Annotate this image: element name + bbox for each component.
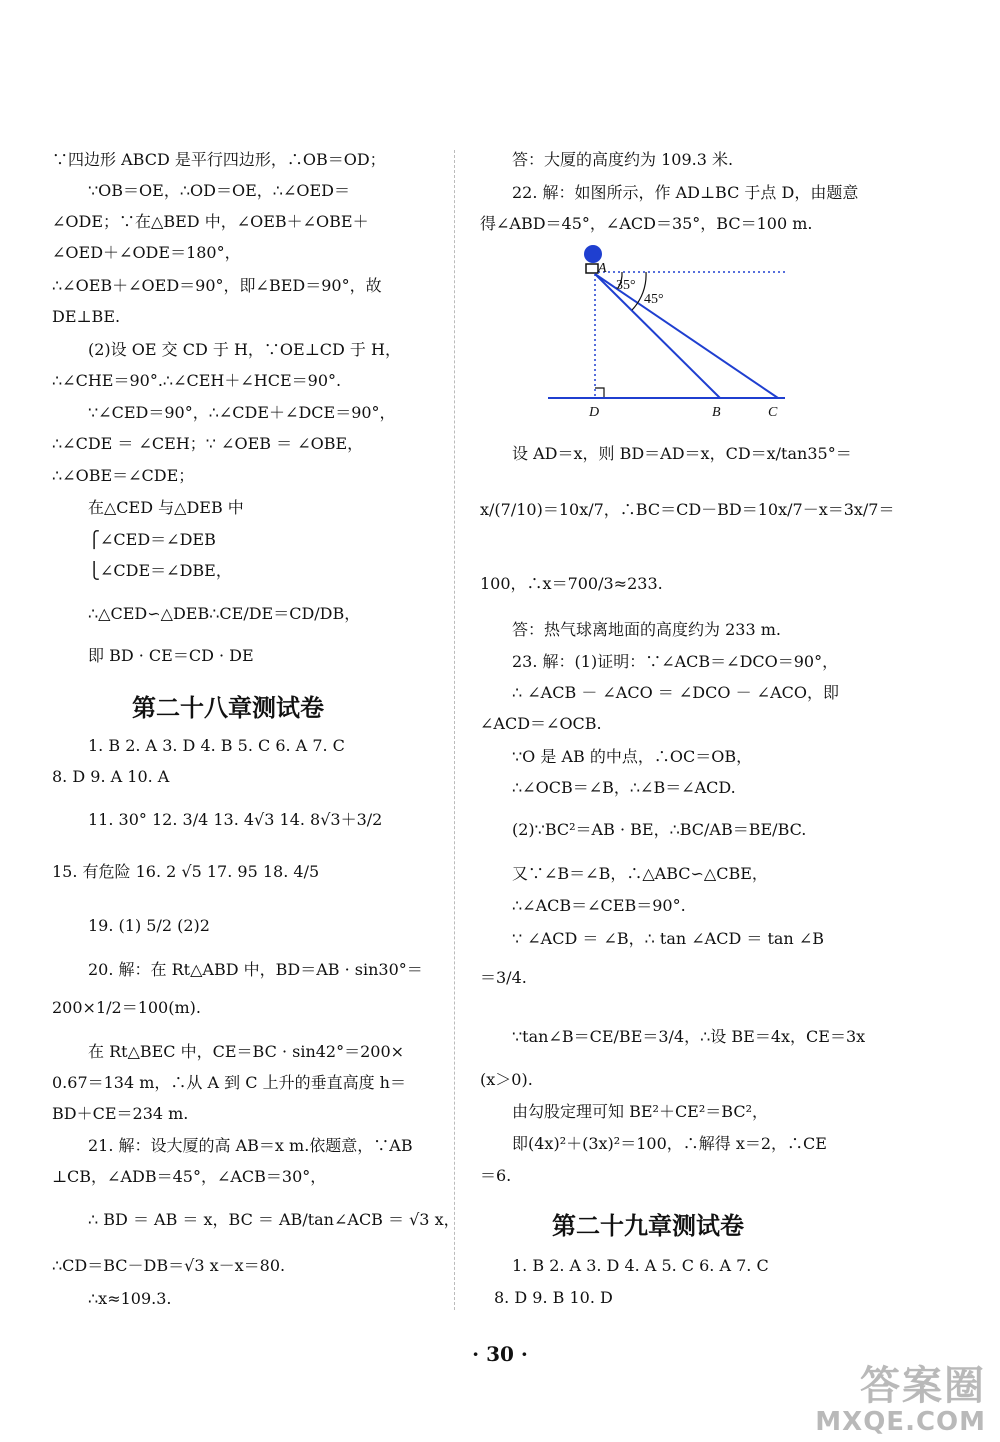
- text-line: ∠OED＋∠ODE＝180°，: [52, 243, 241, 262]
- text-line: 100，∴x＝700/3≈233.: [480, 574, 663, 593]
- answer-line: 8. D 9. A 10. A: [52, 767, 170, 786]
- watermark-logo-text: 答案圈: [860, 1363, 986, 1409]
- text-line: (2)∵BC²＝AB · BE，∴BC/AB＝BE/BC.: [512, 820, 807, 839]
- text-line: 得∠ABD＝45°，∠ACD＝35°，BC＝100 m.: [480, 214, 813, 233]
- text-line: 即 BD · CE＝CD · DE: [88, 646, 254, 665]
- text-line: 23. 解：(1)证明：∵∠ACB＝∠DCO＝90°，: [512, 652, 839, 671]
- text-line: 由勾股定理可知 BE²＋CE²＝BC²，: [512, 1102, 768, 1121]
- text-line: ∴∠CHE＝90°.∴∠CEH＋∠HCE＝90°.: [52, 371, 342, 390]
- answer-line: 15. 有危险 16. 2 √5 17. 95 18. 4/5: [52, 862, 320, 881]
- text-line: ∵tan∠B＝CE/BE＝3/4，∴设 BE＝4x，CE＝3x: [512, 1027, 866, 1046]
- text-line: 即(4x)²＋(3x)²＝100，∴解得 x＝2，∴CE: [512, 1134, 827, 1153]
- answer-line: ∴x≈109.3.: [88, 1289, 172, 1308]
- answer-line: 21. 解：设大厦的高 AB＝x m.依题意，∵AB: [88, 1136, 413, 1155]
- answer-line: ∴ BD ＝ AB ＝ x，BC ＝ AB/tan∠ACB ＝ √3 x，: [88, 1210, 460, 1229]
- answer-line: 8. D 9. B 10. D: [494, 1288, 613, 1307]
- text-line: ∴∠CDE ＝ ∠CEH；∵ ∠OEB ＝ ∠OBE，: [52, 434, 364, 453]
- text-line: ∵OB＝OE，∴OD＝OE，∴∠OED＝: [88, 181, 350, 200]
- label-C: C: [768, 405, 778, 418]
- text-line: ⎧∠CED＝∠DEB: [88, 530, 216, 549]
- chapter-28-title: 第二十八章测试卷: [132, 694, 324, 722]
- text-line: ∴△CED∽△DEB∴CE/DE＝CD/DB，: [88, 604, 361, 623]
- text-line: ∴∠OCB＝∠B，∴∠B＝∠ACD.: [512, 778, 736, 797]
- answer-line: 0.67＝134 m，∴从 A 到 C 上升的垂直高度 h＝: [52, 1073, 406, 1092]
- answer-line: BD＋CE＝234 m.: [52, 1104, 189, 1123]
- answer-line: 20. 解：在 Rt△ABD 中，BD＝AB · sin30°＝: [88, 960, 423, 979]
- answer-line: ⊥CB，∠ADB＝45°，∠ACB＝30°，: [52, 1167, 327, 1186]
- right-angle-mark: [595, 388, 604, 398]
- answer-line: 19. (1) 5/2 (2)2: [88, 916, 210, 935]
- text-line: ∵ ∠ACD ＝ ∠B，∴ tan ∠ACD ＝ tan ∠B: [512, 929, 824, 948]
- page-number: · 30 ·: [472, 1342, 528, 1366]
- chapter-29-title: 第二十九章测试卷: [552, 1212, 744, 1240]
- text-line: 22. 解：如图所示，作 AD⊥BC 于点 D，由题意: [512, 183, 859, 202]
- answer-line: 200×1/2＝100(m).: [52, 998, 201, 1017]
- text-line: ＝6.: [480, 1166, 512, 1185]
- text-line: ∴∠OBE＝∠CDE；: [52, 466, 195, 485]
- text-line: 答：热气球离地面的高度约为 233 m.: [512, 620, 781, 639]
- answer-line: 在 Rt△BEC 中，CE＝BC · sin42°＝200×: [88, 1042, 405, 1061]
- balloon-basket: [586, 264, 598, 273]
- text-line: ∠ODE；∵在△BED 中，∠OEB＋∠OBE＋: [52, 212, 369, 231]
- text-line: (2)设 OE 交 CD 于 H，∵OE⊥CD 于 H，: [88, 340, 401, 359]
- column-divider: [454, 150, 455, 1310]
- label-angle-45: 45°: [644, 292, 664, 307]
- watermark-url: MXQE.COM: [815, 1407, 986, 1437]
- text-line: ∴∠OEB＋∠OED＝90°，即∠BED＝90°，故: [52, 276, 382, 295]
- label-angle-35: 35°: [616, 278, 636, 293]
- text-line: ＝3/4.: [480, 968, 527, 987]
- text-line: 又∵∠B＝∠B，∴△ABC∽△CBE，: [512, 864, 768, 883]
- text-line: 设 AD＝x，则 BD＝AD＝x，CD＝x/tan35°＝: [512, 444, 852, 463]
- text-line: 在△CED 与△DEB 中: [88, 498, 244, 517]
- text-line: (x＞0).: [480, 1070, 533, 1089]
- text-line: ∵O 是 AB 的中点，∴OC＝OB，: [512, 747, 753, 766]
- label-A: A: [598, 261, 607, 276]
- text-line: x/(7/10)＝10x/7，∴BC＝CD－BD＝10x/7－x＝3x/7＝: [480, 500, 895, 519]
- text-line: ∠ACD＝∠OCB.: [480, 714, 602, 733]
- text-line: 答：大厦的高度约为 109.3 米.: [512, 150, 734, 169]
- label-B: B: [712, 405, 721, 418]
- text-line: ∴∠ACB＝∠CEB＝90°.: [512, 896, 686, 915]
- balloon-diagram: [540, 238, 840, 418]
- watermark: [815, 1364, 986, 1436]
- text-line: ⎩∠CDE＝∠DBE，: [88, 561, 232, 580]
- answer-line: ∴CD＝BC－DB＝√3 x－x＝80.: [52, 1256, 286, 1275]
- answer-line: 11. 30° 12. 3/4 13. 4√3 14. 8√3＋3/2: [88, 810, 383, 829]
- text-line: ∵∠CED＝90°，∴∠CDE＋∠DCE＝90°，: [88, 403, 396, 422]
- label-D: D: [589, 405, 600, 418]
- answer-line: 1. B 2. A 3. D 4. B 5. C 6. A 7. C: [88, 736, 345, 755]
- text-line: ∵四边形 ABCD 是平行四边形，∴OB＝OD；: [52, 150, 386, 169]
- text-line: DE⊥BE.: [52, 307, 121, 326]
- text-line: ∴ ∠ACB － ∠ACO ＝ ∠DCO － ∠ACO，即: [512, 683, 839, 702]
- answer-line: 1. B 2. A 3. D 4. A 5. C 6. A 7. C: [512, 1256, 769, 1275]
